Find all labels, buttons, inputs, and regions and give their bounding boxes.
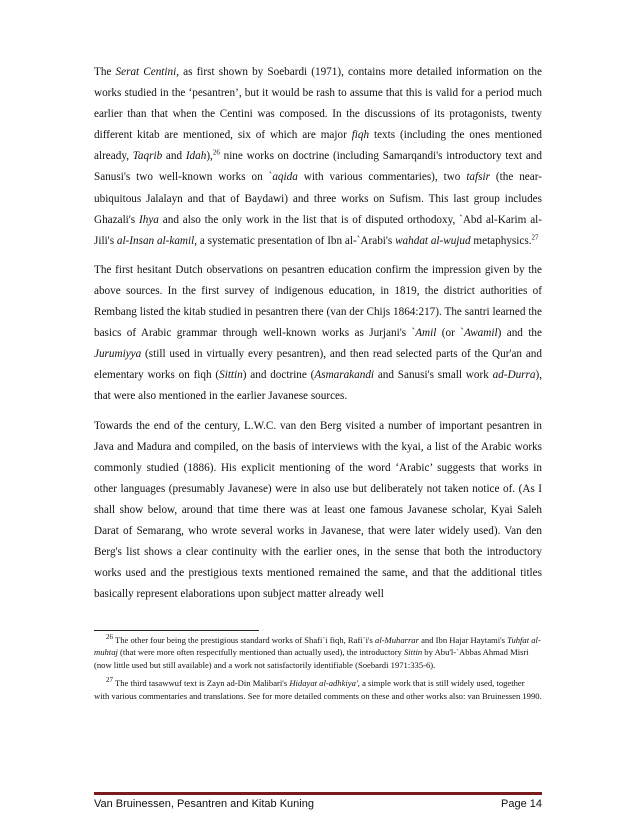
footnote-ref-27: 27 — [531, 233, 539, 242]
footer-rule — [94, 792, 542, 795]
footnote-ref-26: 26 — [212, 148, 220, 157]
page-number: Page 14 — [501, 798, 542, 810]
footnote-27: $^{27}$ The third tasawwuf text is Zayn ad-Din Malibari's Hidayat al-adhkiya', a simple work that is still widely used, together with various commentaries and translations. See for more detailed comments on these and other works also: van Bruinessen 1990. — [94, 676, 542, 701]
footnotes — [94, 634, 542, 708]
footnote-26: $^{26}$ The other four being the prestigious standard works of Shafi`i fiqh, Rafi`i's al-Muharrar and Ibn Hajar Haytami's Tuhfat al-muhtaj (that were more often respectfully mentioned than actually used), the introductory Sittin by Abu'l-`Abbas Ahmad Misri (now little used but still available) and a work not satisfactorily identifiable (Soebardi 1971:335-6). — [94, 633, 541, 670]
paragraph-serat-centini: The Serat Centini, as first shown by Soebardi (1971), contains more detailed information on the works studied in the ‘pesantren’, but it would be rash to assume that this is valid for a period much earlier than that when the Centini was composed. In the discussions of its protagonists, twenty different kitab are mentioned, six of which are major fiqh texts (including the ones mentioned already, Taqrib and Idah),$^{26}$ nine works on doctrine (including Samarqandi's introductory text and Sanusi's two well-known works on `aqida with various commentaries), two tafsir (the near-ubiquitous Jalalayn and that of Baydawi) and three works on Sufism. This last group includes Ghazali's Ihya and also the only work in the list that is of disputed orthodoxy, `Abd al-Karim al-Jili's al-Insan al-kamil, a systematic presentation of Ibn al-`Arabi's wahdat al-wujud metaphysics.$^{27}$ — [94, 66, 542, 247]
paragraph-van-den-berg: Towards the end of the century, L.W.C. van den Berg visited a number of important pesantren in Java and Madura and compiled, on the basis of interviews with the kyai, a list of the Arabic works commonly studied (1886). His explicit mentioning of the word ‘Arabic’ suggests that works in other languages (presumably Javanese) were in also use but deliberately not taken notice of. (As I shall show below, around that time there was at least one famous Javanese scholar, Kyai Saleh Darat of Semarang, who wrote several works in Javanese, that were later widely used). Van den Berg's list shows a clear continuity with the earlier ones, in the sense that both the introductory works used and the prestigious texts mentioned remained the same, and that the additional titles basically represent elaborations upon subject matter already well — [94, 419, 542, 601]
footnote-separator — [94, 630, 259, 631]
running-footer-title: Van Bruinessen, Pesantren and Kitab Kuning — [94, 798, 314, 810]
body-text — [94, 62, 542, 613]
paragraph-dutch-observations: The first hesitant Dutch observations on pesantren education confirm the impression given by the above sources. In the first survey of indigenous education, in 1819, the district authorities of Rembang listed the kitab studied in pesantren there (van der Chijs 1864:217). The santri learned the basics of Arabic grammar through well-known works as Jurjani's `Amil (or `Awamil) and the Jurumiyya (still used in virtually every pesantren), and then read selected parts of the Qur'an and elementary works on fiqh (Sittin) and doctrine (Asmarakandi and Sanusi's small work ad-Durra), that were also mentioned in the earlier Javanese sources. — [94, 263, 542, 403]
